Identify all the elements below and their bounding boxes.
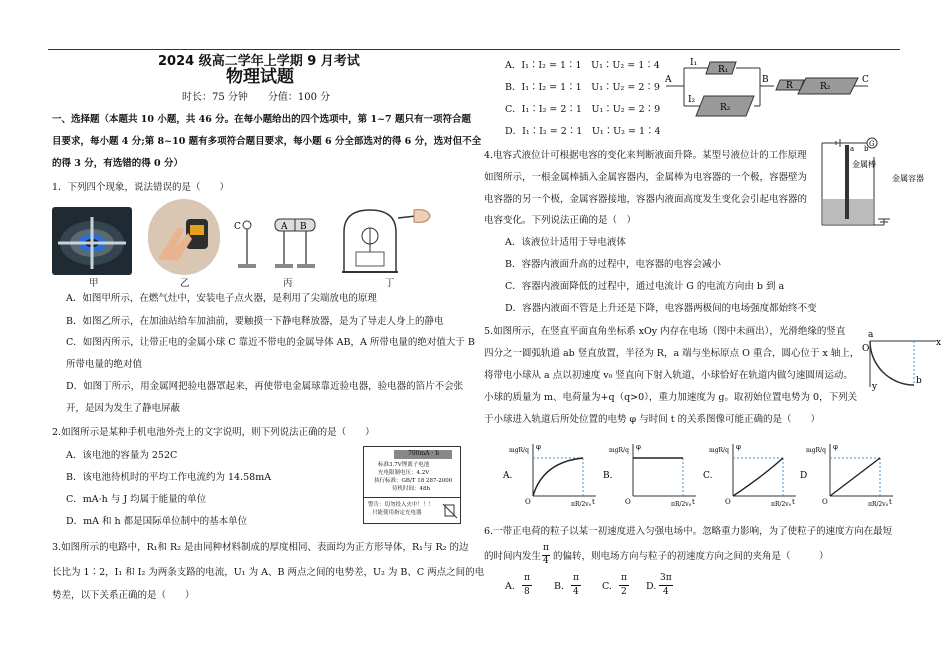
label-c: C (234, 222, 241, 232)
q6-option-b-bar (571, 585, 581, 586)
graph-t-label: t (692, 498, 695, 506)
battery-line2: 充电限制电压：4.2V (378, 470, 430, 476)
graph-x-label: πR/2v₀ (868, 501, 889, 508)
q6-option-d-bar (659, 585, 673, 586)
arc-label-x: x (936, 338, 942, 348)
q4-line2: 如图所示，一根金属棒插入金属容器内，金属棒为电容器的一个极，容器壁为 (484, 172, 808, 183)
q1-option-d-cont: 开，是因为发生了静电屏蔽 (66, 403, 181, 414)
q6-fraction-num: π (543, 543, 549, 553)
label-a: A (281, 222, 288, 232)
graph-origin-label: O (625, 498, 631, 506)
q3-option-d[interactable]: D．I₁∶I₂ = 2∶1 U₁∶U₂ = 1∶4 (505, 126, 661, 137)
gauge-label-b: b (864, 145, 869, 153)
q2-stem: 2.如图所示是某种手机电池外壳上的文字说明，则下列说法正确的是（ ） (52, 427, 375, 438)
q1-option-d[interactable]: D．如图丁所示，用金属网把验电器罩起来，再使带电金属球靠近验电器，验电器的箔片不会张 (66, 381, 464, 392)
battery-line3: 执行标准：GB/T 18 287-2000 (374, 478, 453, 484)
q2-option-b[interactable]: B．该电池待机时的平均工作电流约为 14.58mA (66, 472, 272, 483)
graph-phi-label: φ (536, 443, 541, 451)
q5-line5: 于小球进入轨道后所处位置的电势 φ 与时间 t 的关系图像可能正确的是（ ） (484, 414, 821, 425)
graph-curve (830, 458, 880, 496)
graph-curve (733, 458, 783, 496)
exam-title: 2024 级高二学年上学期 9 月考试 (158, 54, 360, 69)
q6-fraction-den: 4 (543, 556, 549, 566)
image-label-yi: 乙 (180, 278, 190, 289)
phi-t-graph-a[interactable] (503, 440, 598, 512)
graph-y-label: mgR/q (509, 447, 529, 454)
graph-phi-label: φ (833, 443, 838, 451)
graph-origin-label: O (725, 498, 731, 506)
recycle-bin-icon (443, 502, 457, 518)
q6-option-c-bar (619, 585, 629, 586)
q6-option-a-key: A. (505, 581, 515, 592)
battery-warning2: 只能使用指定充电器 (372, 510, 422, 516)
gauge-label-container: 金属容器 (892, 174, 924, 183)
circuit-label-b: B (762, 75, 769, 85)
arc-label-y: y (872, 382, 878, 392)
graph-phi-label: φ (636, 443, 641, 451)
q2-option-d[interactable]: D．mA 和 h 都是国际单位制中的基本单位 (66, 516, 248, 527)
q4-line1: 4.电容式液位计可根据电容的变化来判断液面升降。某型号液位计的工作原理 (484, 150, 807, 161)
conductor-ab-diagram (230, 202, 320, 278)
gauge-label-rod: 金属棒 (852, 160, 876, 169)
q6-option-b-den: 4 (573, 587, 579, 597)
graph-y-label: mgR/q (806, 447, 826, 454)
q5-line1: 5.如图所示，在竖直平面直角坐标系 xOy 内存在电场（图中未画出），光滑绝缘的竖直 (484, 326, 846, 337)
circuit-label-r2: R₂ (720, 103, 731, 113)
circuit-label-c: C (862, 75, 869, 85)
electroscope-shield-diagram (336, 202, 436, 278)
q6-option-b-key: B. (554, 581, 565, 592)
capacitor-level-gauge-diagram (814, 137, 942, 229)
graph-option-label: C. (703, 471, 713, 481)
q1-option-b[interactable]: B．如图乙所示，在加油站给车加油前，要触摸一下静电释放器，是为了导走人身上的静电 (66, 316, 444, 327)
arc-track-diagram (862, 329, 942, 392)
q6-line1: 6.一带正电荷的粒子以某一初速度进入匀强电场中。忽略重力影响，为了使粒子的速度方向在最短 (484, 526, 893, 537)
q5-line4: 小球的质量为 m、电荷量为+q（q>0），重力加速度为 g。取初始位置电势为 0，下列关 (484, 392, 858, 403)
galvanometer-label: G (869, 140, 875, 148)
header-rule (48, 49, 900, 50)
q4-option-c[interactable]: C．容器内液面降低的过程中，通过电流计 G 的电流方向由 b 到 a (505, 281, 785, 292)
section1-line2: 目要求，每小题 4 分;第 8~10 题有多项符合题目要求，每小题 6 分全部选对的得 6 分，选对但不全 (52, 136, 482, 147)
image-label-ding: 丁 (385, 278, 395, 289)
section1-line3: 的得 3 分，有选错的得 0 分） (52, 158, 183, 169)
battery-warning1: 警告：切勿投入火中！！！ (368, 502, 435, 508)
subject-title: 物理试题 (226, 67, 294, 87)
q6-option-d-den: 4 (663, 587, 669, 597)
q4-line3: 电容器的另一个极，金属容器接地，容器内液面高度发生变化会引起电容器的 (484, 194, 808, 205)
graph-option-label: A. (503, 471, 513, 481)
graph-curve (533, 458, 583, 496)
battery-capacity: 700mA · h (408, 450, 440, 457)
q5-line3: 将带电小球从 a 点以初速度 v₀ 竖直向下射入轨道，小球恰好在轨道内做匀速圆周运动。 (484, 370, 853, 381)
q6-option-b-num: π (573, 573, 579, 583)
q6-option-c-key: C. (602, 581, 612, 592)
q3-line2: 长比为 1∶2，I₁ 和 I₂ 为两条支路的电流，U₁ 为 A、B 两点之间的电势差，U₂ 为 B、C 两点之间的电 (52, 567, 485, 578)
q5-line2: 四分之一圆弧轨道 ab 竖直放置，半径为 R，a 端与坐标原点 O 重合，圆心位于 x 轴上， (484, 348, 860, 359)
q3-line3: 势差，以下关系正确的是（ ） (52, 590, 195, 601)
q3-circuit-diagram (662, 54, 872, 124)
q2-option-a[interactable]: A．该电池的容量为 252C (66, 450, 178, 461)
q1-stem: 1．下列四个现象，说法错误的是（ ） (52, 182, 230, 193)
graph-option-label: D (800, 471, 808, 481)
circuit-label-r: R (786, 81, 793, 91)
q6-line2-start: 的时间内发生 (484, 551, 542, 562)
graph-x-label: πR/2v₀ (671, 501, 692, 508)
arc-label-a: a (868, 330, 874, 340)
circuit-label-i2: I₂ (688, 95, 696, 105)
gas-stove-photo (52, 207, 132, 275)
static-discharge-photo (148, 199, 220, 275)
q6-option-a-bar (522, 585, 532, 586)
q4-option-d[interactable]: D．容器内液面不管是上升还是下降，电容器两极间的电场强度都始终不变 (505, 303, 817, 314)
q6-option-c-num: π (621, 573, 627, 583)
q1-option-a[interactable]: A．如图甲所示，在燃气灶中，安装电子点火器，是利用了尖端放电的原理 (66, 293, 377, 304)
circuit-label-a: A (665, 75, 672, 85)
q4-line4: 电容变化。下列说法正确的是（ ） (484, 215, 637, 226)
battery-line4: 待机时间：48h (392, 486, 431, 492)
graph-phi-label: φ (736, 443, 741, 451)
graph-origin-label: O (525, 498, 531, 506)
q4-option-b[interactable]: B．容器内液面升高的过程中，电容器的电容会减小 (505, 259, 721, 270)
phi-t-graph-c[interactable] (703, 440, 798, 512)
section1-line1: 一、选择题（本题共 10 小题，共 46 分。在每小题给出的四个选项中，第 1~7 题只有一项符合题 (52, 114, 471, 125)
q6-option-d-key: D. (646, 581, 657, 592)
phi-t-graph-d[interactable] (800, 440, 895, 512)
q6-option-d-num: 3π (660, 573, 672, 583)
arc-label-o: O (862, 344, 870, 354)
gauge-label-a: a (850, 145, 855, 153)
graph-y-label: mgR/q (609, 447, 629, 454)
graph-x-label: πR/2v₀ (771, 501, 792, 508)
q2-option-c[interactable]: C．mA·h 与 J 均属于能量的单位 (66, 494, 207, 505)
graph-y-label: mgR/q (709, 447, 729, 454)
phi-t-graph-b[interactable] (603, 440, 698, 512)
arc-label-b: b (916, 376, 922, 386)
graph-origin-label: O (822, 498, 828, 506)
q3-option-c[interactable]: C．I₁∶I₂ = 2∶1 U₁∶U₂ = 2∶9 (505, 104, 661, 115)
q1-option-c[interactable]: C．如图丙所示，让带正电的金属小球 C 靠近不带电的金属导体 AB，A 所带电量的绝对值大于 B (66, 337, 475, 348)
q6-line2-end: 的偏转，则电场方向与粒子的初速度方向之间的夹角是（ ） (553, 551, 829, 562)
q3-option-a[interactable]: A．I₁∶I₂ = 1∶1 U₁∶U₂ = 1∶4 (505, 60, 660, 71)
circuit-label-r1: R₁ (718, 65, 729, 75)
q6-option-a-num: π (524, 573, 530, 583)
graph-option-label: B. (603, 471, 613, 481)
graph-t-label: t (792, 498, 795, 506)
q6-option-c-den: 2 (621, 587, 627, 597)
exam-meta: 时长：75 分钟 分值：100 分 (182, 92, 331, 103)
circuit-label-r2b: R₂ (820, 82, 831, 92)
graph-x-label: πR/2v₀ (571, 501, 592, 508)
q6-option-a-den: 8 (524, 587, 530, 597)
q3-option-b[interactable]: B．I₁∶I₂ = 1∶1 U₁∶U₂ = 2∶9 (505, 82, 660, 93)
image-label-bing: 丙 (283, 278, 293, 289)
q1-option-c-cont: 所带电量的绝对值 (66, 359, 143, 370)
battery-line1: 标准3.7V锂离子电池 (378, 462, 430, 468)
image-label-jia: 甲 (89, 278, 99, 289)
q4-option-a[interactable]: A．该液位计适用于导电液体 (505, 237, 626, 248)
q3-line1: 3.如图所示的电路中，R₁和 R₂ 是由同种材料制成的厚度相同、表面均为正方形导体，R₁与 R₂ 的边 (52, 542, 469, 553)
graph-t-label: t (889, 498, 892, 506)
label-b: B (300, 222, 307, 232)
graph-t-label: t (592, 498, 595, 506)
circuit-label-i1: I₁ (690, 58, 698, 68)
battery-label (363, 446, 461, 524)
